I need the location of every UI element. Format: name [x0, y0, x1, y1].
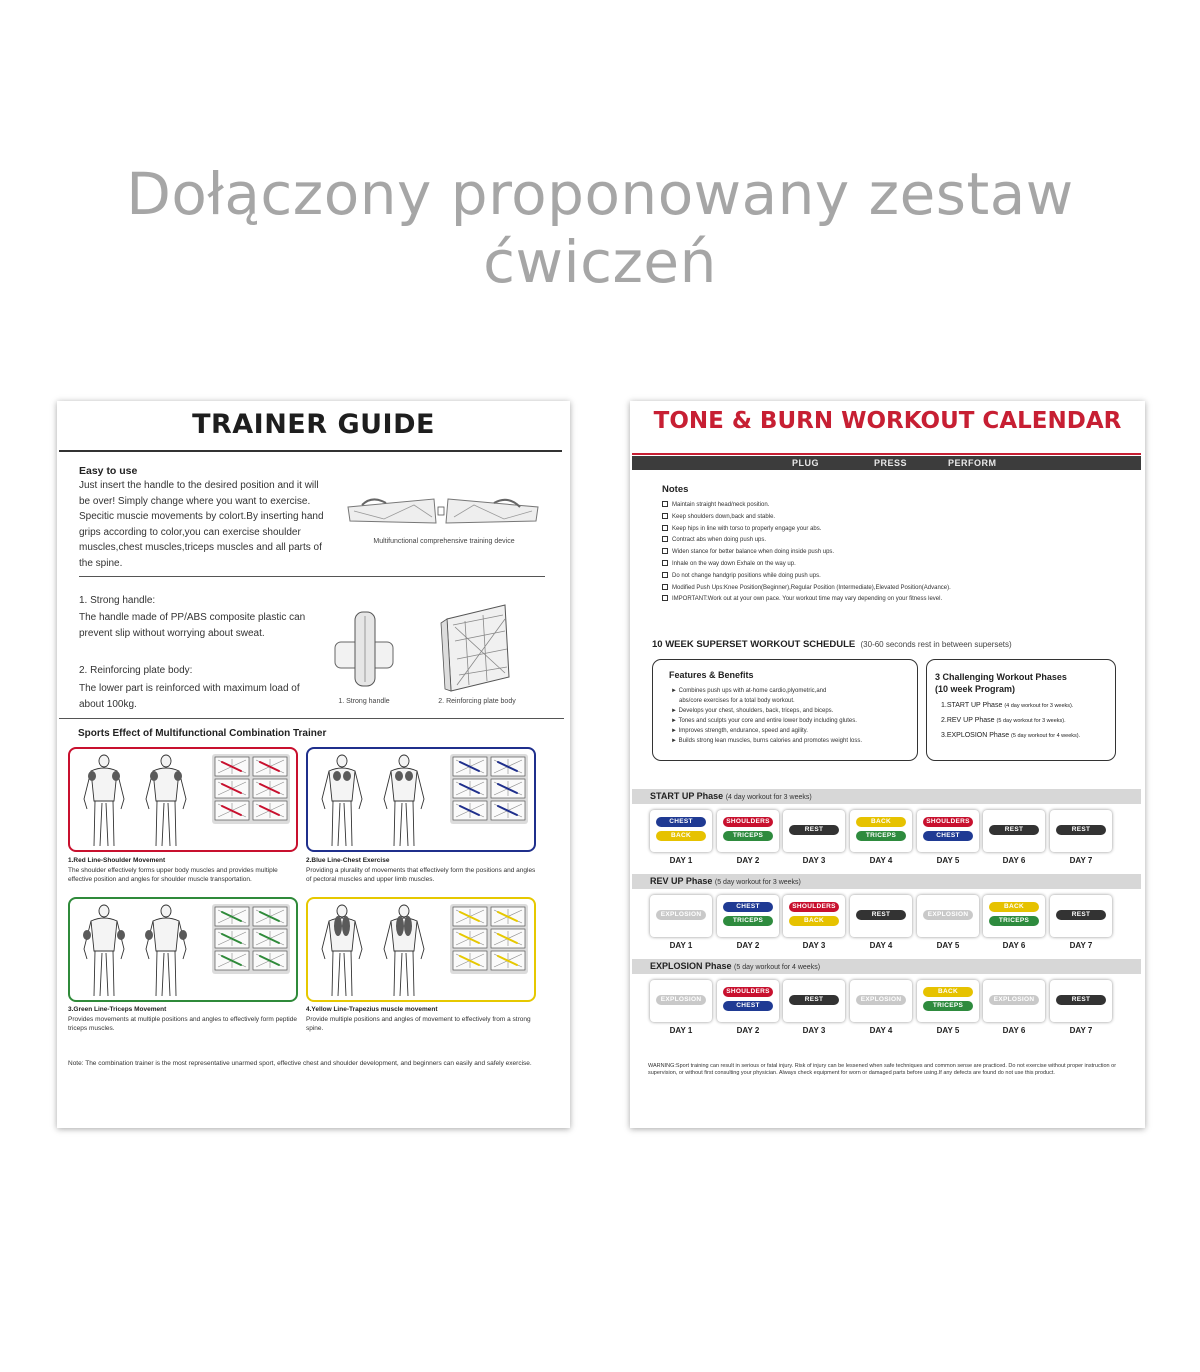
workout-pill-explosion: EXPLOSION: [856, 995, 906, 1005]
day-label: DAY 2: [736, 856, 760, 865]
feature-line: ► Develops your chest, shoulders, back, triceps, and biceps.: [671, 708, 834, 714]
feature-line: ► Builds strong lean muscles, burns calories and promotes weight loss.: [671, 738, 863, 744]
checkbox[interactable]: [662, 525, 668, 531]
plate-image: [435, 601, 515, 696]
note-text: Keep shoulders down,back and stable.: [672, 513, 776, 520]
note-text: IMPORTANT:Work out at your own pace. Your workout time may vary depending on your fitness level.: [672, 596, 943, 603]
phase-bar-label: [650, 876, 801, 886]
workout-pill-rest: REST: [989, 825, 1039, 835]
plate-text: The lower part is reinforced with maximum load of about 100kg.: [79, 683, 300, 710]
day-card: [717, 980, 779, 1022]
strong-handle-title: 1. Strong handle:: [79, 595, 156, 606]
handle-position-grid: [450, 904, 528, 974]
phase-item: [941, 717, 1066, 724]
checkbox[interactable]: [662, 548, 668, 554]
workout-pill-chest: CHEST: [723, 1001, 773, 1011]
day-label: DAY 7: [1069, 941, 1093, 950]
day-label: DAY 6: [1002, 856, 1026, 865]
checkbox[interactable]: [662, 536, 668, 542]
easy-to-use-text: Just insert the handle to the desired position and it will be over! Simply change where you want to exercise. Specitic muscie movements by colort.By inserting hand grips according to color,you can exercise shoulder muscles,chest muscles,triceps muscles and all parts of the spine.: [79, 480, 324, 569]
trainer-guide-title: TRAINER GUIDE: [192, 409, 435, 440]
phase-item: [941, 702, 1073, 709]
day-card: [1050, 810, 1112, 852]
note-text: Widen stance for better balance when doing inside push ups.: [672, 549, 835, 556]
day-label: DAY 4: [869, 856, 893, 865]
feature-line: ► Combines push ups with at-home cardio,plyometric,and: [671, 688, 827, 694]
phase-label: EXPLOSION Phase: [650, 961, 732, 971]
checkbox[interactable]: [662, 595, 668, 601]
workout-pill-back: BACK: [989, 902, 1039, 912]
day-card: [917, 895, 979, 937]
title-red-line: [632, 453, 1141, 455]
yellow-line-desc: Provide multiple positions and angles of movement to effectively from a strong spine.: [306, 1016, 531, 1032]
checkbox[interactable]: [662, 560, 668, 566]
note-item: [662, 536, 766, 543]
workout-pill-back: BACK: [856, 817, 906, 827]
trainer-guide-sheet: [57, 401, 570, 1128]
day-card: [717, 810, 779, 852]
note-item: [662, 584, 951, 591]
phase-item-detail: (4 day workout for 3 weeks).: [1004, 703, 1074, 709]
feature-line: ► Improves strength, endurance, speed and agility.: [671, 728, 808, 734]
yellow-line-box: [306, 897, 536, 1002]
note-text: Do not change handgrip positions while doing push ups.: [672, 572, 821, 579]
handle-image: [329, 606, 399, 696]
note-item: [662, 501, 769, 508]
day-label: DAY 4: [869, 1026, 893, 1035]
red-line-box: [68, 747, 298, 852]
workout-pill-shoulders: SHOULDERS: [923, 817, 973, 827]
green-line-desc: Provides movements at multiple positions and angles to effectively form peptide triceps muscles.: [68, 1016, 297, 1032]
device-caption: Multifunctional comprehensive training device: [373, 538, 515, 545]
green-line-title: 3.Green Line-Triceps Movement: [68, 1006, 167, 1013]
section-divider: [79, 576, 545, 577]
day-card: [917, 810, 979, 852]
workout-pill-triceps: TRICEPS: [723, 916, 773, 926]
workout-pill-triceps: TRICEPS: [923, 1001, 973, 1011]
notes-title: Notes: [662, 484, 689, 495]
bar-item-press: PRESS: [874, 458, 908, 468]
note-item: [662, 525, 821, 532]
day-card: [650, 810, 712, 852]
phase-sub: (4 day workout for 3 weeks): [725, 794, 812, 801]
checkbox[interactable]: [662, 513, 668, 519]
feature-line: ► Tones and sculpts your core and entire lower body including glutes.: [671, 718, 857, 724]
note-text: Maintain straight head/neck position.: [672, 502, 770, 508]
bar-item-perform: PERFORM: [948, 458, 997, 468]
phase-bar: [632, 959, 1141, 974]
feature-line: abs/core exercises for a total body workout.: [679, 698, 795, 704]
workout-pill-rest: REST: [789, 995, 839, 1005]
workout-pill-triceps: TRICEPS: [989, 916, 1039, 926]
note-item: [662, 548, 834, 555]
workout-pill-shoulders: SHOULDERS: [789, 902, 839, 912]
day-card: [850, 980, 912, 1022]
yellow-line-title: 4.Yellow Line-Trapezius muscle movement: [306, 1006, 438, 1013]
day-label: DAY 2: [736, 941, 760, 950]
day-label: DAY 2: [736, 1026, 760, 1035]
bar-item-plug: PLUG: [792, 458, 820, 468]
checkbox[interactable]: [662, 584, 668, 590]
day-label: DAY 3: [802, 1026, 826, 1035]
day-card: [650, 895, 712, 937]
day-card: [783, 980, 845, 1022]
day-card: [983, 810, 1045, 852]
workout-pill-rest: REST: [856, 910, 906, 920]
muscle-figures: [312, 751, 442, 851]
blue-line-desc: Providing a plurality of movements that effectively form the positions and angles of pectoral muscles and upper limb muscles.: [306, 867, 536, 883]
workout-pill-explosion: EXPLOSION: [656, 995, 706, 1005]
day-card: [983, 895, 1045, 937]
workout-pill-explosion: EXPLOSION: [656, 910, 706, 920]
warning-text: WARNING:Sport training can result in serious or fatal injury. Risk of injury can be lessened when safe techniques and common sense are practiced. Do not exercise without proper instruction or supervision, or without first consulting your physician. Always check equipment for worn or damaged parts before using.If any defects are found do not use this product.: [648, 1063, 1117, 1076]
day-label: DAY 5: [936, 941, 960, 950]
day-label: DAY 3: [802, 941, 826, 950]
phase-item-detail: (5 day workout for 4 weeks).: [1011, 733, 1081, 739]
calendar-title: TONE & BURN WORKOUT CALENDAR: [653, 408, 1122, 434]
phase-item-name: 1.START UP Phase: [941, 702, 1003, 709]
title-divider: [59, 450, 562, 452]
day-label: DAY 1: [669, 856, 693, 865]
note-item: [662, 572, 821, 579]
plug-press-perform-bar: [632, 456, 1141, 470]
workout-pill-rest: REST: [1056, 910, 1106, 920]
muscle-figures: [312, 901, 442, 1001]
workout-pill-shoulders: SHOULDERS: [723, 987, 773, 997]
phases-box: [926, 659, 1116, 761]
day-card: [1050, 895, 1112, 937]
day-card: [717, 895, 779, 937]
note-text: Keep hips in line with torso to properly engage your abs.: [672, 525, 822, 532]
day-label: DAY 3: [802, 856, 826, 865]
note-item: [662, 595, 942, 602]
training-device-image: [344, 489, 544, 531]
workout-pill-explosion: EXPLOSION: [923, 910, 973, 920]
day-card: [983, 980, 1045, 1022]
day-card: [1050, 980, 1112, 1022]
phases-title: 3 Challenging Workout Phases: [935, 672, 1067, 682]
blue-line-box: [306, 747, 536, 852]
green-line-box: [68, 897, 298, 1002]
day-card: [783, 810, 845, 852]
note-item: [662, 560, 796, 567]
phase-item-detail: (5 day workout for 3 weeks).: [996, 718, 1066, 724]
day-label: DAY 5: [936, 1026, 960, 1035]
workout-pill-back: BACK: [789, 916, 839, 926]
handle-caption: 1. Strong handle: [338, 698, 390, 705]
day-label: DAY 7: [1069, 856, 1093, 865]
workout-pill-rest: REST: [789, 825, 839, 835]
phase-item-name: 3.EXPLOSION Phase: [941, 732, 1010, 739]
schedule-title: 10 WEEK SUPERSET WORKOUT SCHEDULE (30-60 seconds rest in between supersets): [652, 639, 1012, 650]
features-box: [652, 659, 918, 761]
phase-bar: [632, 874, 1141, 889]
muscle-figures: [74, 751, 204, 851]
day-card: [850, 810, 912, 852]
workout-pill-rest: REST: [1056, 825, 1106, 835]
section-divider-2: [59, 718, 564, 719]
day-label: DAY 6: [1002, 941, 1026, 950]
phase-label: START UP Phase: [650, 791, 724, 801]
phase-bar-label: [650, 791, 812, 801]
red-line-desc: The shoulder effectively forms upper body muscles and provides multiple effective position and angles for shoulder muscle transportation.: [68, 867, 278, 883]
workout-pill-triceps: TRICEPS: [856, 831, 906, 841]
day-card: [650, 980, 712, 1022]
workout-pill-back: BACK: [923, 987, 973, 997]
day-label: DAY 7: [1069, 1026, 1093, 1035]
phase-item: [941, 732, 1080, 739]
handle-position-grid: [212, 904, 290, 974]
page-heading: Dołączony proponowany zestaw ćwiczeń: [126, 160, 1074, 296]
day-card: [917, 980, 979, 1022]
sports-effect-title: Sports Effect of Multifunctional Combination Trainer: [78, 728, 327, 739]
phases-subtitle: (10 week Program): [935, 684, 1016, 694]
note-item: [662, 513, 775, 520]
day-card: [850, 895, 912, 937]
day-label: DAY 1: [669, 1026, 693, 1035]
workout-calendar-sheet: [630, 401, 1145, 1128]
note-text: Modified Push Ups:Knee Position(Beginner),Regular Position (Intermediate),Elevated Position(Advance).: [672, 584, 951, 591]
strong-handle-text: The handle made of PP/ABS composite plastic can prevent slip without worrying about sweat.: [79, 612, 306, 639]
checkbox[interactable]: [662, 572, 668, 578]
workout-pill-back: BACK: [656, 831, 706, 841]
plate-title: 2. Reinforcing plate body:: [79, 665, 193, 676]
phase-bar-label: [650, 961, 820, 971]
trainer-note: Note: The combination trainer is the most representative unarmed sport, effective chest and shoulder development, and beginners can easily and safely exercise.: [68, 1060, 532, 1067]
day-label: DAY 5: [936, 856, 960, 865]
phase-item-name: 2.REV UP Phase: [941, 717, 995, 724]
easy-to-use-title: Easy to use: [79, 465, 138, 477]
phase-sub: (5 day workout for 4 weeks): [734, 964, 821, 971]
workout-pill-chest: CHEST: [723, 902, 773, 912]
muscle-figures: [74, 901, 204, 1001]
phase-sub: (5 day workout for 3 weeks): [714, 879, 801, 886]
workout-pill-shoulders: SHOULDERS: [723, 817, 773, 827]
red-line-title: 1.Red Line-Shoulder Movement: [68, 857, 166, 864]
workout-pill-explosion: EXPLOSION: [989, 995, 1039, 1005]
plate-caption: 2. Reinforcing plate body: [438, 698, 516, 705]
workout-pill-chest: CHEST: [923, 831, 973, 841]
note-text: Inhale on the way down Exhale on the way up.: [672, 561, 796, 567]
workout-pill-triceps: TRICEPS: [723, 831, 773, 841]
day-label: DAY 1: [669, 941, 693, 950]
day-card: [783, 895, 845, 937]
workout-pill-chest: CHEST: [656, 817, 706, 827]
note-text: Contract abs when doing push ups.: [672, 537, 767, 544]
workout-pill-rest: REST: [1056, 995, 1106, 1005]
features-title: Features & Benefits: [669, 670, 754, 680]
handle-position-grid: [212, 754, 290, 824]
checkbox[interactable]: [662, 501, 668, 507]
blue-line-title: 2.Blue Line-Chest Exercise: [306, 857, 390, 864]
day-label: DAY 4: [869, 941, 893, 950]
phase-bar: [632, 789, 1141, 804]
handle-position-grid: [450, 754, 528, 824]
phase-label: REV UP Phase: [650, 876, 713, 886]
day-label: DAY 6: [1002, 1026, 1026, 1035]
